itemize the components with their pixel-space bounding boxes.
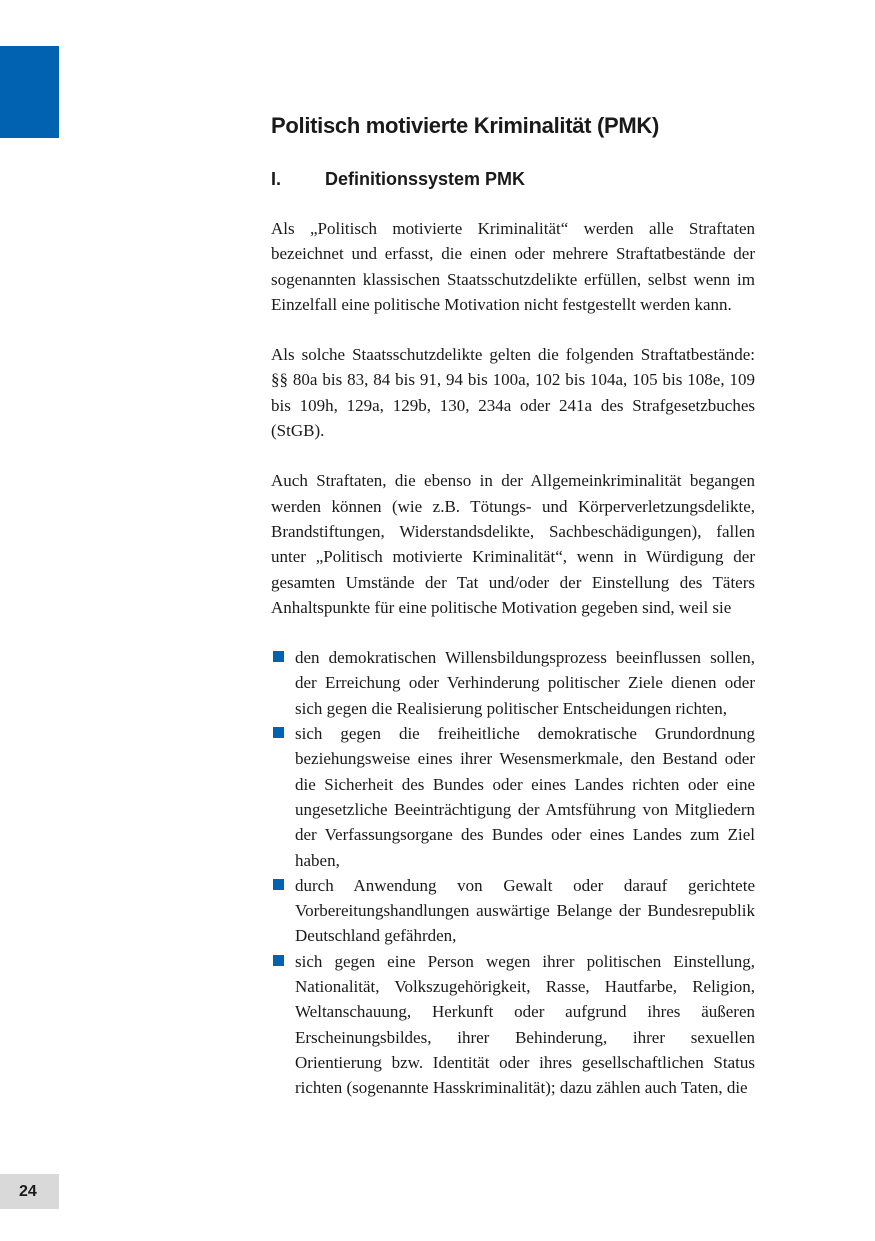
list-item-text: den demokratischen Willensbildungsprozess beeinflussen sollen, der Erreichung oder Verhinderung politischer Ziele dienen oder sich gegen die Realisierung politischer Entscheidungen richten,: [295, 648, 755, 718]
square-bullet-icon: [273, 727, 284, 738]
page-content: [271, 110, 755, 1101]
paragraph-allgemeinkriminalitaet: Auch Straftaten, die ebenso in der Allgemeinkriminalität begangen werden können (wie z.B. Tötungs- und Körperverletzungsdelikte, Brandstiftungen, Widerstandsdelikte, Sachbeschädigungen), fallen unter „Politisch motivierte Kriminalität“, wenn in Würdigung der gesamten Umstände der Tat und/oder der Einstellung des Täters Anhaltspunkte für eine politische Motivation gegeben sind, weil sie: [271, 471, 755, 617]
paragraph-definition: Als „Politisch motivierte Kriminalität“ werden alle Straftaten bezeichnet und erfasst, die einen oder mehrere Straftatbestände der sogenannten klassischen Staatsschutzdelikte erfüllen, selbst wenn im Einzelfall eine politische Motivation nicht festgestellt werden kann.: [271, 219, 755, 314]
chapter-tab-marker: [0, 46, 59, 138]
section-title: Definitionssystem PMK: [325, 169, 526, 189]
square-bullet-icon: [273, 879, 284, 890]
list-item: [271, 949, 755, 1101]
list-item-text: sich gegen die freiheitliche demokratische Grundordnung beziehungsweise eines ihrer Wesensmerkmale, den Bestand oder die Sicherheit des Bundes oder eines Landes richten oder eine ungesetzliche Beeinträchtigung der Amtsführung von Mitgliedern der Verfassungsorgane des Bundes oder eines Landes zum Ziel haben,: [295, 724, 755, 870]
square-bullet-icon: [273, 955, 284, 966]
list-item: [271, 873, 755, 949]
section-heading: [271, 166, 755, 192]
motivation-criteria-list: [271, 645, 755, 1100]
list-item-text: sich gegen eine Person wegen ihrer politischen Einstellung, Nationalität, Volkszugehörigkeit, Rasse, Hautfarbe, Religion, Weltanschauung, Herkunft oder aufgrund ihres äußeren Erscheinungsbildes, ihrer Behinderung, ihrer sexuellen Orientierung bzw. Identität oder ihres gesellschaftlichen Status richten (sogenannte Hasskriminalität); dazu zählen auch Taten, die: [295, 951, 755, 1098]
section-number: I.: [271, 169, 282, 189]
list-item: [271, 645, 755, 721]
page-title: Politisch motivierte Kriminalität (PMK): [271, 113, 660, 138]
list-item: [271, 721, 755, 873]
page-number: 24: [0, 1174, 59, 1209]
paragraph-staatsschutzdelikte: Als solche Staatsschutzdelikte gelten die folgenden Straftatbestände: §§ 80a bis 83, 84 bis 91, 94 bis 100a, 102 bis 104a, 105 bis 108e, 109 bis 109h, 129a, 129b, 130, 234a oder 241a des Strafgesetzbuches (StGB).: [271, 345, 755, 441]
list-item-text: durch Anwendung von Gewalt oder darauf gerichtete Vorbereitungshandlungen auswärtige Belange der Bundesrepublik Deutschland gefährden,: [295, 875, 755, 946]
square-bullet-icon: [273, 651, 284, 662]
